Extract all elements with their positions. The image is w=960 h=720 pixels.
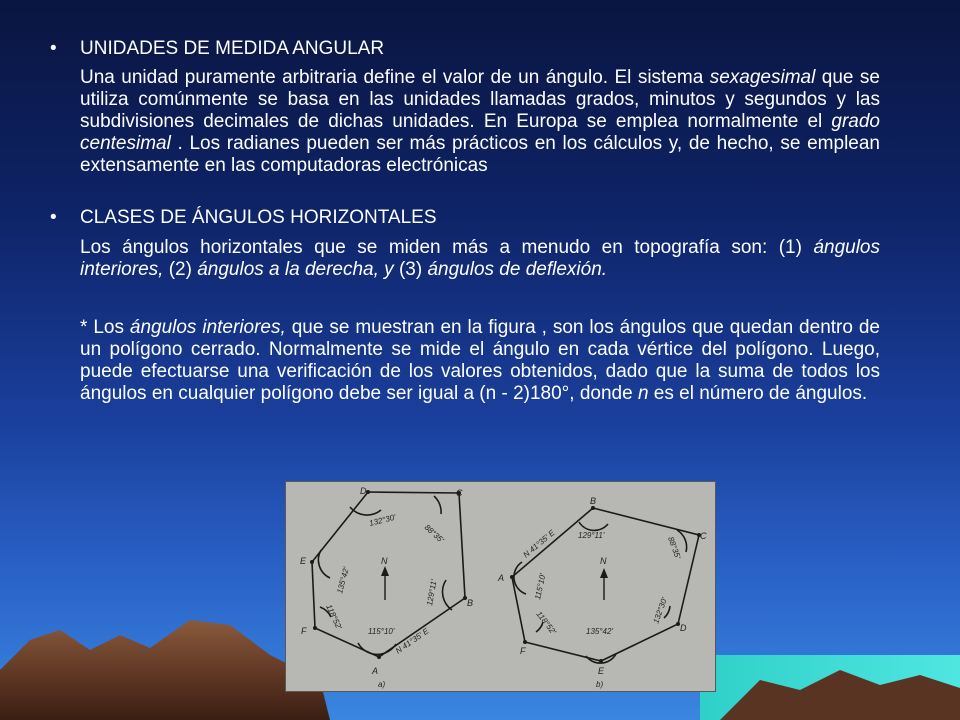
caption-b: b) xyxy=(596,680,604,689)
label-a-north: N xyxy=(381,556,388,566)
label-b-north: N xyxy=(600,556,607,566)
p3-text-1: * Los xyxy=(80,317,130,338)
paragraph-unidades xyxy=(80,67,880,177)
p1-text-2: que se utiliza comúnmente se basa en las unidades llamadas grados, minutos y segundos y las subdivisiones decimales de dichas unidades. En Europa se emplea normalmente el xyxy=(80,67,880,132)
bullet-dot: • xyxy=(50,38,57,59)
p1-emphasis-sexagesimal: sexagesimal xyxy=(709,67,816,88)
north-arrowhead-b xyxy=(600,568,608,578)
vertex-points xyxy=(310,490,701,663)
angle-b-b: 129°11' xyxy=(578,531,605,540)
angle-a-e: 135°42' xyxy=(335,566,351,595)
arc-b-b xyxy=(579,522,608,530)
angle-b-f: 118°52' xyxy=(534,609,558,637)
p2-emphasis-deflexion: ángulos de deflexión. xyxy=(427,259,608,280)
arc-a-c xyxy=(434,496,441,514)
angle-a-c: 88°35' xyxy=(422,522,446,545)
angle-b-a: 115°10' xyxy=(533,572,548,601)
label-a-vertex-f: F xyxy=(301,626,307,636)
p2-emphasis-interiores: ángulos interiores, xyxy=(80,237,880,280)
label-a-vertex-a: A xyxy=(372,666,379,676)
arc-a-b xyxy=(443,580,452,610)
bearing-b: N 41°35' E xyxy=(521,528,557,560)
angle-a-a: 115°10' xyxy=(368,627,395,636)
label-b-vertex-f: F xyxy=(520,646,526,656)
label-a-vertex-b: B xyxy=(467,598,474,608)
north-arrows xyxy=(381,566,608,600)
polygon-figure xyxy=(285,481,716,692)
p2-text-1: Los ángulos horizontales que se miden más a menudo en topografía son: (1) xyxy=(80,237,814,258)
p1-text-3: . Los radianes pueden ser más prácticos en los cálculos y, de hecho, se emplean extensamente en las computadoras electrónicas xyxy=(80,133,880,176)
heading-clases: CLASES DE ÁNGULOS HORIZONTALES xyxy=(80,207,437,228)
label-b-vertex-a: A xyxy=(498,573,505,583)
angle-b-c: 88°35' xyxy=(666,535,683,560)
p3-text-2: que se muestran en la figura , son los ángulos que quedan dentro de un polígono cerrado. Normalmente se mide el ángulo en cada vértice del polígono. Luego, puede efectuarse una verificación de los valores obtenidos, dado que la suma de todos los ángulos en cualquier polígono debe ser igual a (n - 2)180°, donde xyxy=(80,317,880,404)
polygon-figure-svg xyxy=(286,482,715,691)
p2-text-2: (2) xyxy=(163,259,198,280)
arc-a-e xyxy=(318,550,330,578)
paragraph-angulos-interiores xyxy=(80,317,880,405)
label-b-vertex-d: D xyxy=(680,623,687,633)
north-arrowhead-a xyxy=(381,566,389,576)
angle-a-d: 132°30' xyxy=(368,512,397,528)
label-b-vertex-e: E xyxy=(598,666,605,676)
heading-unidades: UNIDADES DE MEDIDA ANGULAR xyxy=(80,38,385,59)
p3-emphasis-interiores: ángulos interiores, xyxy=(129,317,286,338)
label-a-vertex-c: C xyxy=(456,488,463,498)
angle-a-f: 118°52' xyxy=(324,603,344,631)
label-a-vertex-d: D xyxy=(360,486,367,496)
p3-emphasis-n: n xyxy=(637,383,649,404)
p1-emphasis-centesimal: grado centesimal xyxy=(80,111,880,154)
label-b-vertex-c: C xyxy=(700,531,707,541)
paragraph-clases xyxy=(80,237,880,281)
angle-b-d: 132°30' xyxy=(651,596,670,625)
p2-emphasis-derecha: ángulos a la derecha, y xyxy=(197,259,394,280)
label-b-vertex-b: B xyxy=(590,496,597,506)
p1-text-1: Una unidad puramente arbitraria define el valor de un ángulo. El sistema xyxy=(80,67,710,88)
p3-text-3: es el número de ángulos. xyxy=(648,383,868,404)
angle-b-e: 135°42' xyxy=(586,627,613,636)
angle-a-b: 129°11' xyxy=(425,578,439,607)
bearing-a: N 41°35' E xyxy=(393,626,431,656)
caption-a: a) xyxy=(378,680,386,689)
label-a-vertex-e: E xyxy=(300,556,307,566)
bullet-dot: • xyxy=(50,207,57,228)
p2-text-3: (3) xyxy=(393,259,428,280)
